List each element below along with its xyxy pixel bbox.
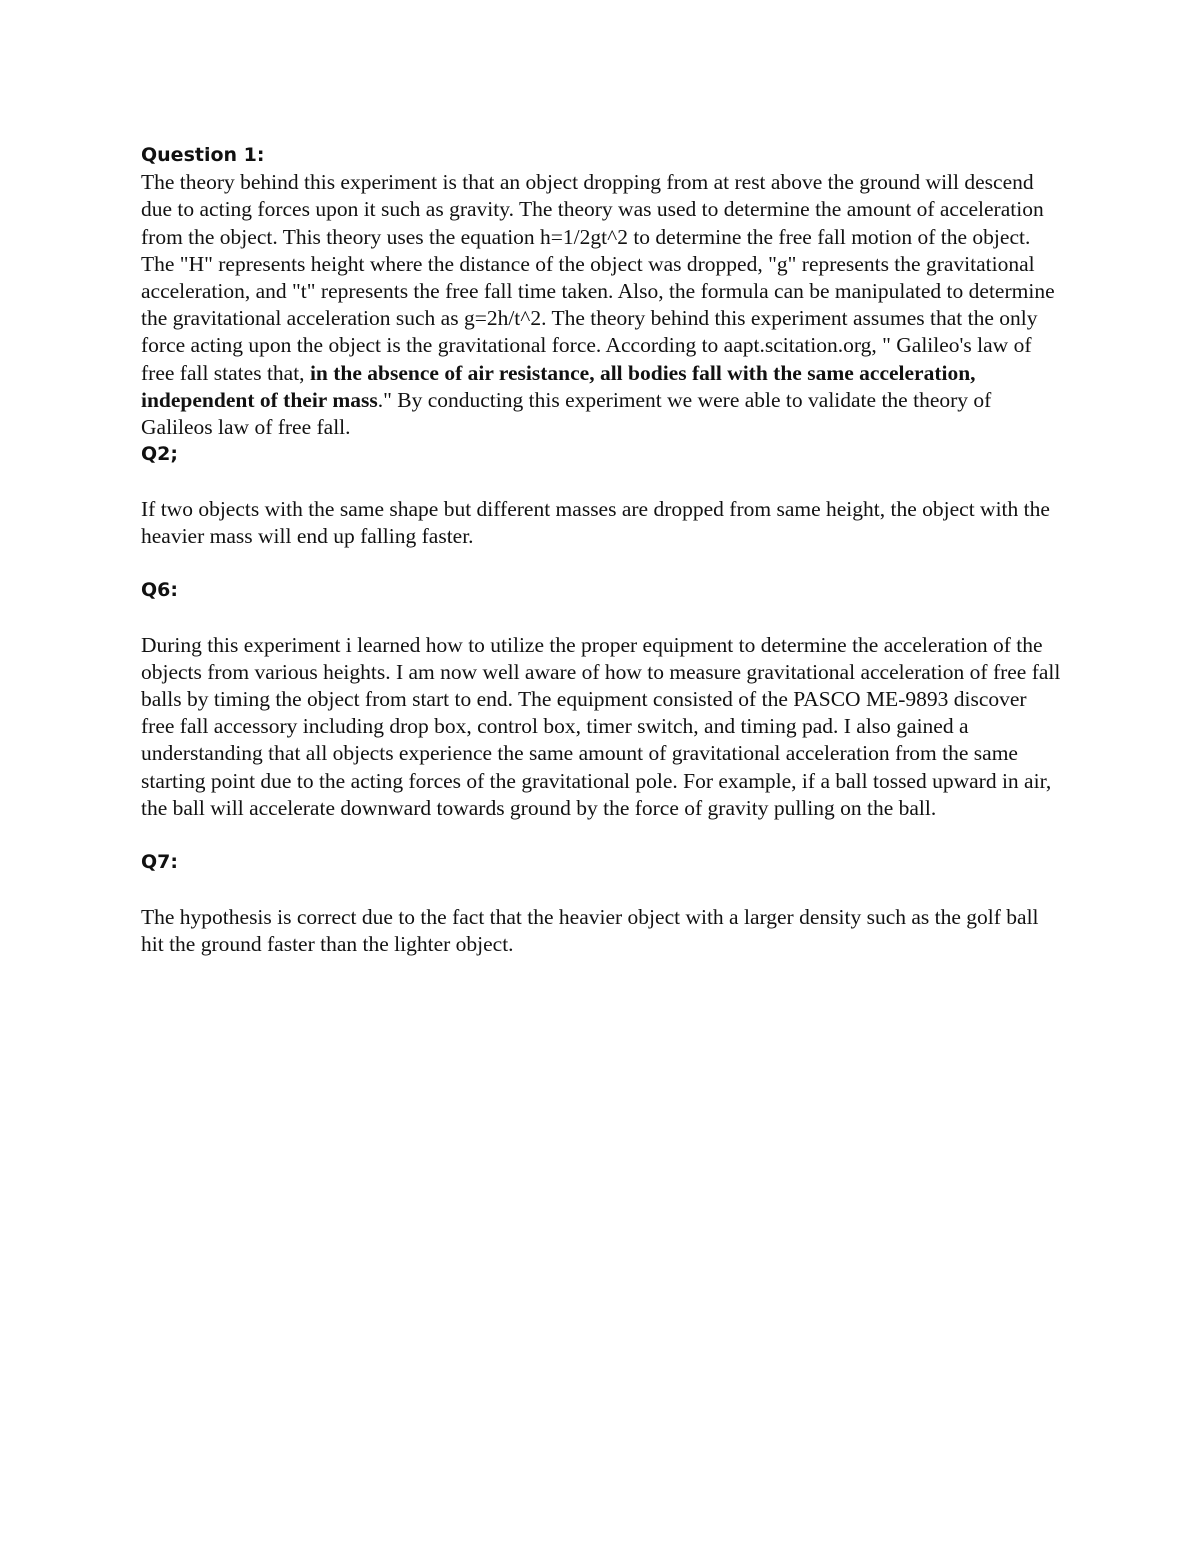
question-1-bold-quote: in the absence of air resistance, all bodies fall with the same acceleration, independent of their mass bbox=[141, 360, 976, 412]
question-6-heading: Q6: bbox=[141, 579, 178, 602]
question-1-answer bbox=[141, 169, 1061, 441]
question-1-text-after-quote: ." By conducting this experiment we were able to validate the theory of Galileos law of free fall. bbox=[141, 387, 992, 440]
question-2-heading: Q2; bbox=[141, 443, 178, 466]
question-7-heading: Q7: bbox=[141, 851, 178, 874]
question-1-text-before-quote: The theory behind this experiment is that an object dropping from at rest above the ground will descend due to acting forces upon it such as gravity. The theory was used to determine the amount of acceleration from the object. This theory uses the equation h=1/2gt^2 to determine the free fall motion of the object. The "H" represents height where the distance of the object was dropped, "g" represents the gravitational acceleration, and "t" represents the free fall time taken. Also, the formula can be manipulated to determine the gravitational acceleration such as g=2h/t^2. The theory behind this experiment assumes that the only force acting upon the object is the gravitational force. According to aapt.scitation.org, " Galileo's law of free fall states that, bbox=[141, 170, 1055, 385]
spacer bbox=[141, 876, 1061, 903]
question-2-answer: If two objects with the same shape but different masses are dropped from same height, the object with the heavier mass will end up falling faster. bbox=[141, 496, 1050, 548]
spacer bbox=[141, 550, 1061, 577]
spacer bbox=[141, 468, 1061, 495]
question-7-answer: The hypothesis is correct due to the fact that the heavier object with a larger density such as the golf ball hit the ground faster than the lighter object. bbox=[141, 904, 1039, 956]
question-6-answer: During this experiment i learned how to utilize the proper equipment to determine the acceleration of the objects from various heights. I am now well aware of how to measure gravitational acceleration of free fall balls by timing the object from start to end. The equipment consisted of the PASCO ME-9893 discover free fall accessory including drop box, control box, timer switch, and timing pad. I also gained a understanding that all objects experience the same amount of gravitational acceleration from the same starting point due to the acting forces of the gravitational pole. For example, if a ball tossed upward in air, the ball will accelerate downward towards ground by the force of gravity pulling on the ball. bbox=[141, 632, 1061, 820]
document-body bbox=[141, 142, 1061, 958]
spacer bbox=[141, 604, 1061, 631]
spacer bbox=[141, 822, 1061, 849]
question-1-heading: Question 1: bbox=[141, 144, 265, 166]
